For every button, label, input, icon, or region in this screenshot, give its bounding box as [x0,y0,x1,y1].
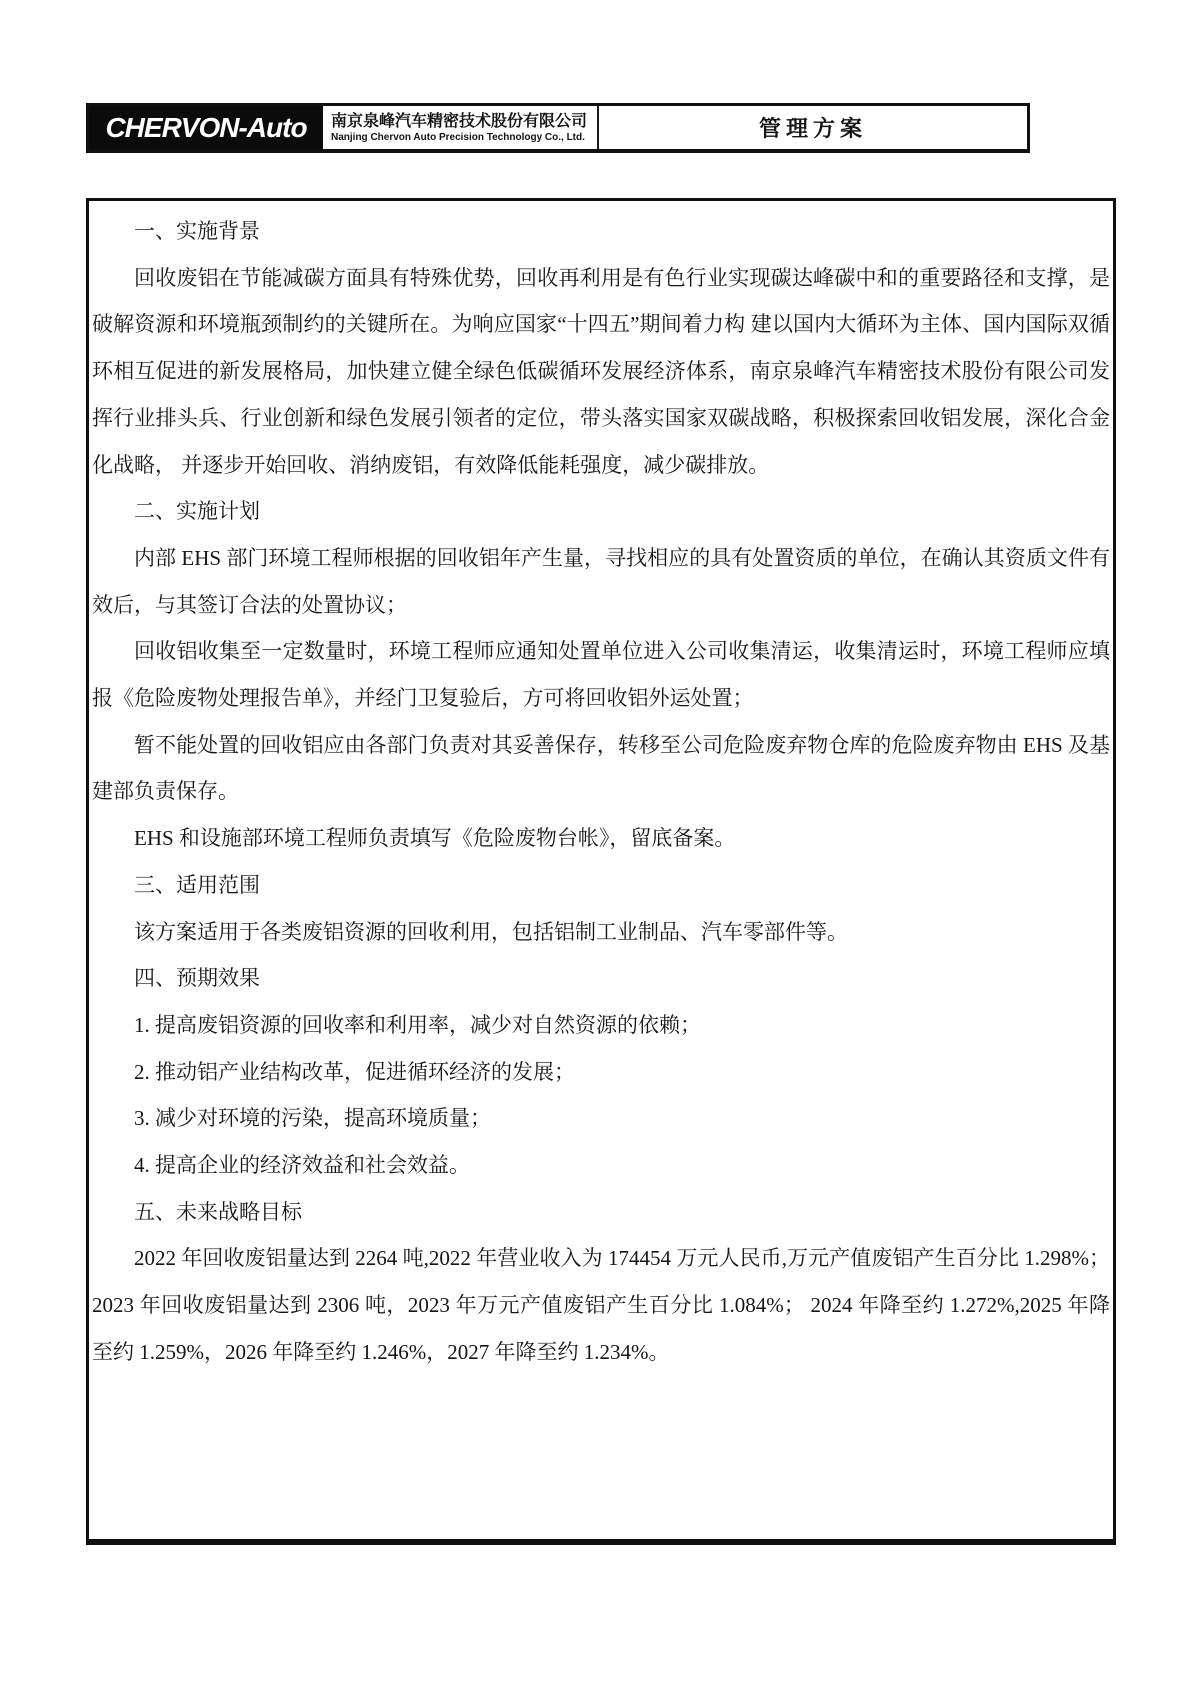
paragraph: 内部 EHS 部门环境工程师根据的回收铝年产生量，寻找相应的具有处置资质的单位，在确认其资质文件有效后，与其签订合法的处置协议； [92,545,1110,617]
paragraph: EHS 和设施部环境工程师负责填写《危险废物台帐》，留底备案。 [134,826,736,851]
paragraph: 暂不能处置的回收铝应由各部门负责对其妥善保存，转移至公司危险废弃物仓库的危险废弃物由 EHS 及基建部负责保存。 [92,732,1110,804]
document-content-frame [86,198,1116,1545]
company-logo-text: CHERVON-Auto [105,111,307,143]
section-heading: 三、适用范围 [134,872,260,897]
company-name-chinese: 南京泉峰汽车精密技术股份有限公司 [331,112,588,130]
document-body [89,201,1113,1376]
paragraph: 2022 年回收废铝量达到 2264 吨,2022 年营业收入为 174454 万元人民币,万元产值废铝产生百分比 1.298%；2023 年回收废铝量达到 2306 吨，2023 年万元产值废铝产生百分比 1.084%； 2024 年降至约 1.272%,2025 年降至约 1.259%，2026 年降至约 1.246%，2027 年降至约 1.234%。 [92,1246,1110,1364]
section-heading: 五、未来战略目标 [134,1199,302,1224]
paragraph: 4. 提高企业的经济效益和社会效益。 [134,1153,470,1178]
company-logo [89,106,323,149]
paragraph: 回收废铝在节能减碳方面具有特殊优势，回收再利用是有色行业实现碳达峰碳中和的重要路径和支撑，是破解资源和环境瓶颈制约的关键所在。为响应国家“十四五”期间着力构 建以国内大循环为主体、国内国际双循环相互促进的新发展格局，加快建立健全绿色低碳循环发展经济体系，南京泉峰汽车精密技术股份有限公司发挥行业排头兵、行业创新和绿色发展引领者的定位，带头落实国家双碳战略，积极探索回收铝发展，深化合金化战略， 并逐步开始回收、消纳废铝，有效降低能耗强度，减少碳排放。 [92,265,1110,477]
paragraph: 1. 提高废铝资源的回收率和利用率，减少对自然资源的依赖； [134,1012,701,1037]
company-name-english: Nanjing Chervon Auto Precision Technology Co., Ltd. [331,131,585,143]
section-heading: 四、预期效果 [134,966,260,991]
paragraph: 回收铝收集至一定数量时，环境工程师应通知处置单位进入公司收集清运，收集清运时，环境工程师应填报《危险废物处理报告单》，并经门卫复验后，方可将回收铝外运处置； [92,639,1110,711]
document-header [86,103,1030,153]
document-title: 管理方案 [758,116,867,141]
paragraph: 3. 减少对环境的污染，提高环境质量； [134,1106,491,1131]
section-heading: 一、实施背景 [134,219,260,243]
section-heading: 二、实施计划 [134,499,260,524]
company-name-block [323,106,599,149]
paragraph: 2. 推动铝产业结构改革，促进循环经济的发展； [134,1059,575,1084]
document-title-cell [599,106,1027,149]
paragraph: 该方案适用于各类废铝资源的回收利用，包括铝制工业制品、汽车零部件等。 [134,919,848,944]
